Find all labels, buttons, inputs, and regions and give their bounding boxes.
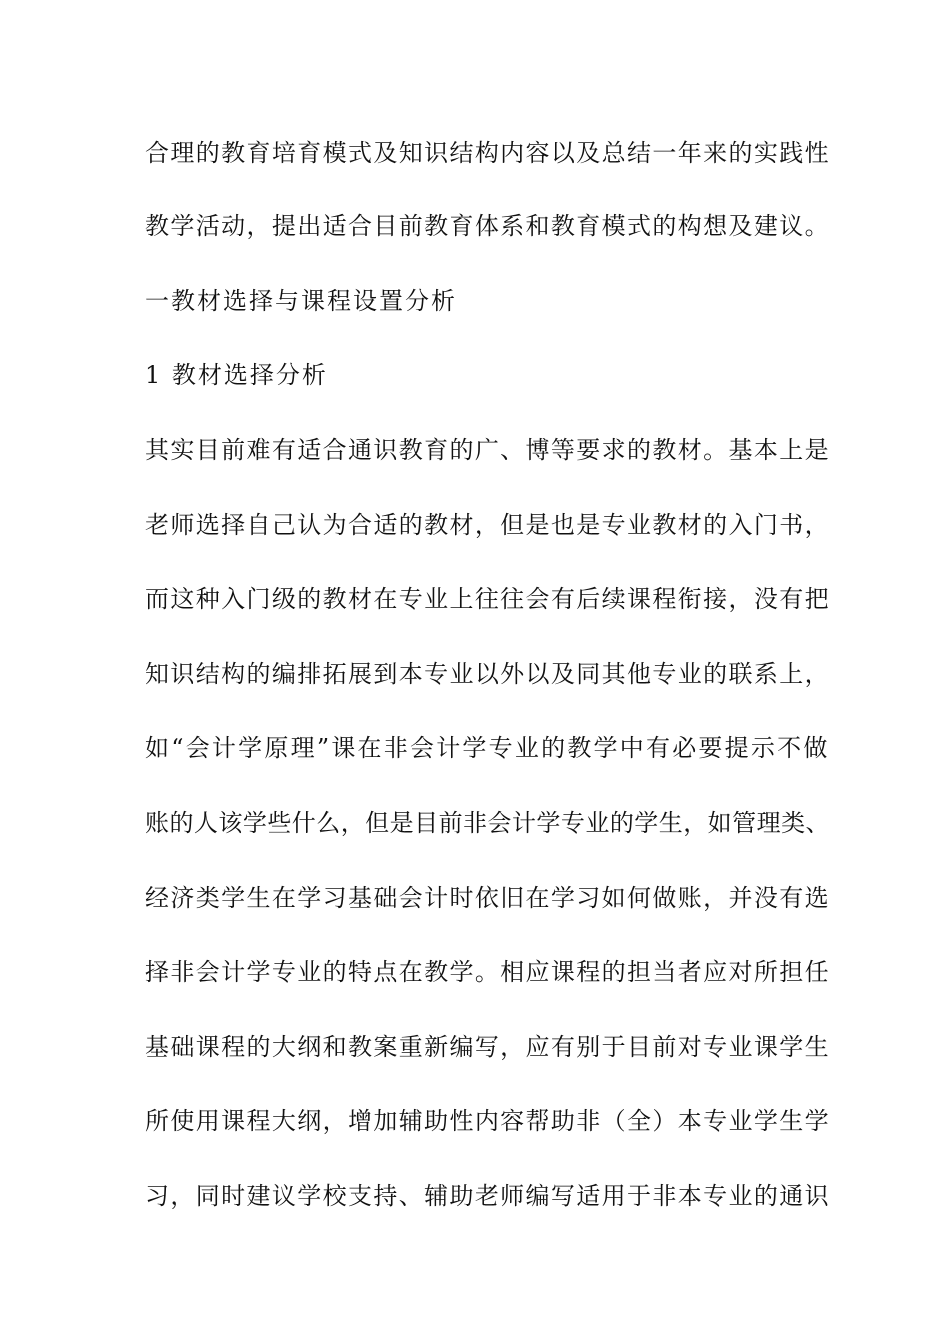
paragraph-line: 如“会计学原理”课在非会计学专业的教学中有必要提示不做 — [145, 734, 830, 762]
paragraph-line: 老师选择自己认为合适的教材，但是也是专业教材的入门书， — [145, 511, 830, 539]
paragraph-line: 习，同时建议学校支持、辅助老师编写适用于非本专业的通识 — [145, 1182, 830, 1210]
paragraph-line: 基础课程的大纲和教案重新编写，应有别于目前对专业课学生 — [145, 1033, 830, 1061]
paragraph-line: 合理的教育培育模式及知识结构内容以及总结一年来的实践性 — [145, 139, 830, 167]
paragraph-line: 其实目前难有适合通识教育的广、博等要求的教材。基本上是 — [145, 436, 830, 464]
paragraph-line: 择非会计学专业的特点在教学。相应课程的担当者应对所担任 — [145, 958, 830, 986]
paragraph-line: 账的人该学些什么，但是目前非会计学专业的学生，如管理类、 — [145, 809, 830, 837]
section-heading: 一教材选择与课程设置分析 — [145, 287, 457, 315]
paragraph-line: 而这种入门级的教材在专业上往往会有后续课程衔接，没有把 — [145, 585, 830, 613]
paragraph-line: 知识结构的编排拓展到本专业以外以及同其他专业的联系上， — [145, 660, 830, 688]
paragraph-line: 所使用课程大纲，增加辅助性内容帮助非（全）本专业学生学 — [145, 1107, 830, 1135]
subsection-heading: 1 教材选择分析 — [145, 361, 328, 389]
paragraph-line: 经济类学生在学习基础会计时依旧在学习如何做账，并没有选 — [145, 884, 830, 912]
paragraph-line: 教学活动，提出适合目前教育体系和教育模式的构想及建议。 — [145, 212, 830, 240]
